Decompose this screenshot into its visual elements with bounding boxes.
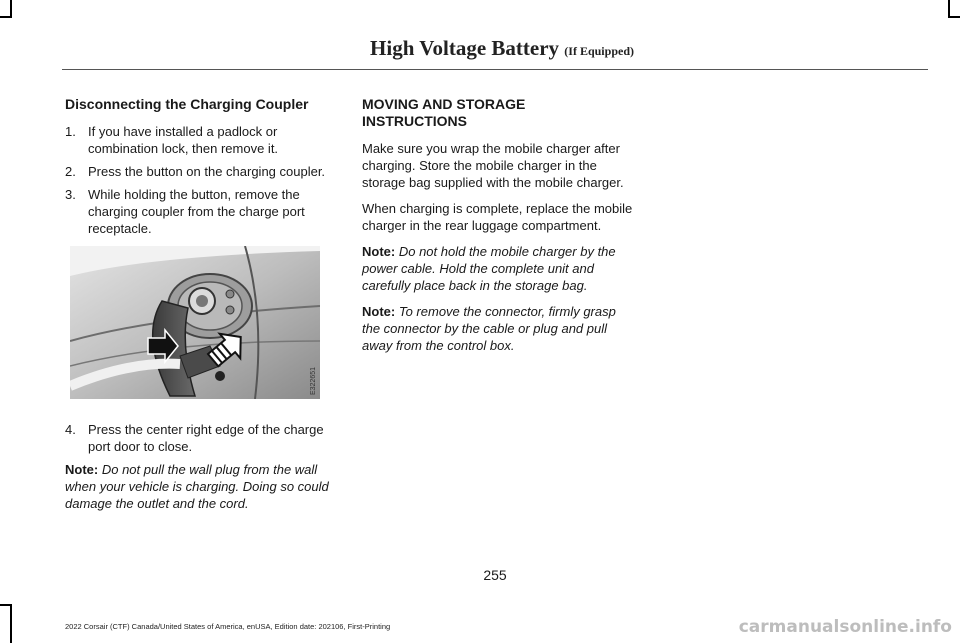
step-item [65,421,340,455]
step-text: If you have installed a padlock or combination lock, then remove it. [88,124,279,156]
steps-list [65,123,340,237]
steps-list-continued [65,421,340,455]
left-column [65,96,340,243]
charge-port-drawing [70,246,320,399]
watermark: carmanualsonline.info [738,617,952,637]
note-text: To remove the connector, firmly grasp the connector by the cable or plug and pull away from the control box. [362,304,616,353]
page-number: 255 [483,567,507,583]
note-text: Do not pull the wall plug from the wall when your vehicle is charging. Doing so could damage the outlet and the cord. [65,462,329,511]
note-text: Do not hold the mobile charger by the power cable. Hold the complete unit and carefully place back in the storage bag. [362,244,616,293]
header-title-text: High Voltage Battery [370,36,560,60]
footer-edition-info: 2022 Corsair (CTF) Canada/United States of America, enUSA, Edition date: 202106, First-Printing [65,622,391,631]
note-remove-connector [362,303,634,354]
step-item [65,186,340,237]
paragraph-replace-charger: When charging is complete, replace the mobile charger in the rear luggage compartment. [362,201,633,233]
crop-mark-bottom-left-v [10,604,12,643]
step-item [65,123,340,157]
step-text: Press the button on the charging coupler. [88,164,326,179]
note-power-cable [362,243,634,294]
figure-code: E322651 [310,366,317,395]
crop-mark-top-left-h [0,16,12,18]
step-number: 1. [65,124,76,139]
header-subtitle: (If Equipped) [564,44,634,58]
paragraph-wrap-charger: Make sure you wrap the mobile charger after charging. Store the mobile charger in the storage bag supplied with the mobile charger. [362,141,624,190]
header-rule [62,69,928,70]
right-column [362,96,634,363]
crop-mark-top-right-h [948,16,960,18]
note-label: Note: [362,304,396,319]
section-heading-moving-storage: MOVING AND STORAGE INSTRUCTIONS [362,96,526,129]
step-text: While holding the button, remove the charging coupler from the charge port receptacle. [88,187,305,236]
step-number: 2. [65,164,76,179]
note-label: Note: [362,244,396,259]
section-heading-disconnecting: Disconnecting the Charging Coupler [65,96,309,112]
step-text: Press the center right edge of the charge port door to close. [88,422,324,454]
step-number: 3. [65,187,76,202]
note-wall-plug [65,461,340,512]
left-column-bottom [65,421,340,521]
step-item [65,163,340,180]
note-label: Note: [65,462,99,477]
charge-port-illustration [70,246,320,399]
step-number: 4. [65,422,76,437]
crop-mark-bottom-left-h [0,604,12,606]
page-header-title [370,36,634,61]
